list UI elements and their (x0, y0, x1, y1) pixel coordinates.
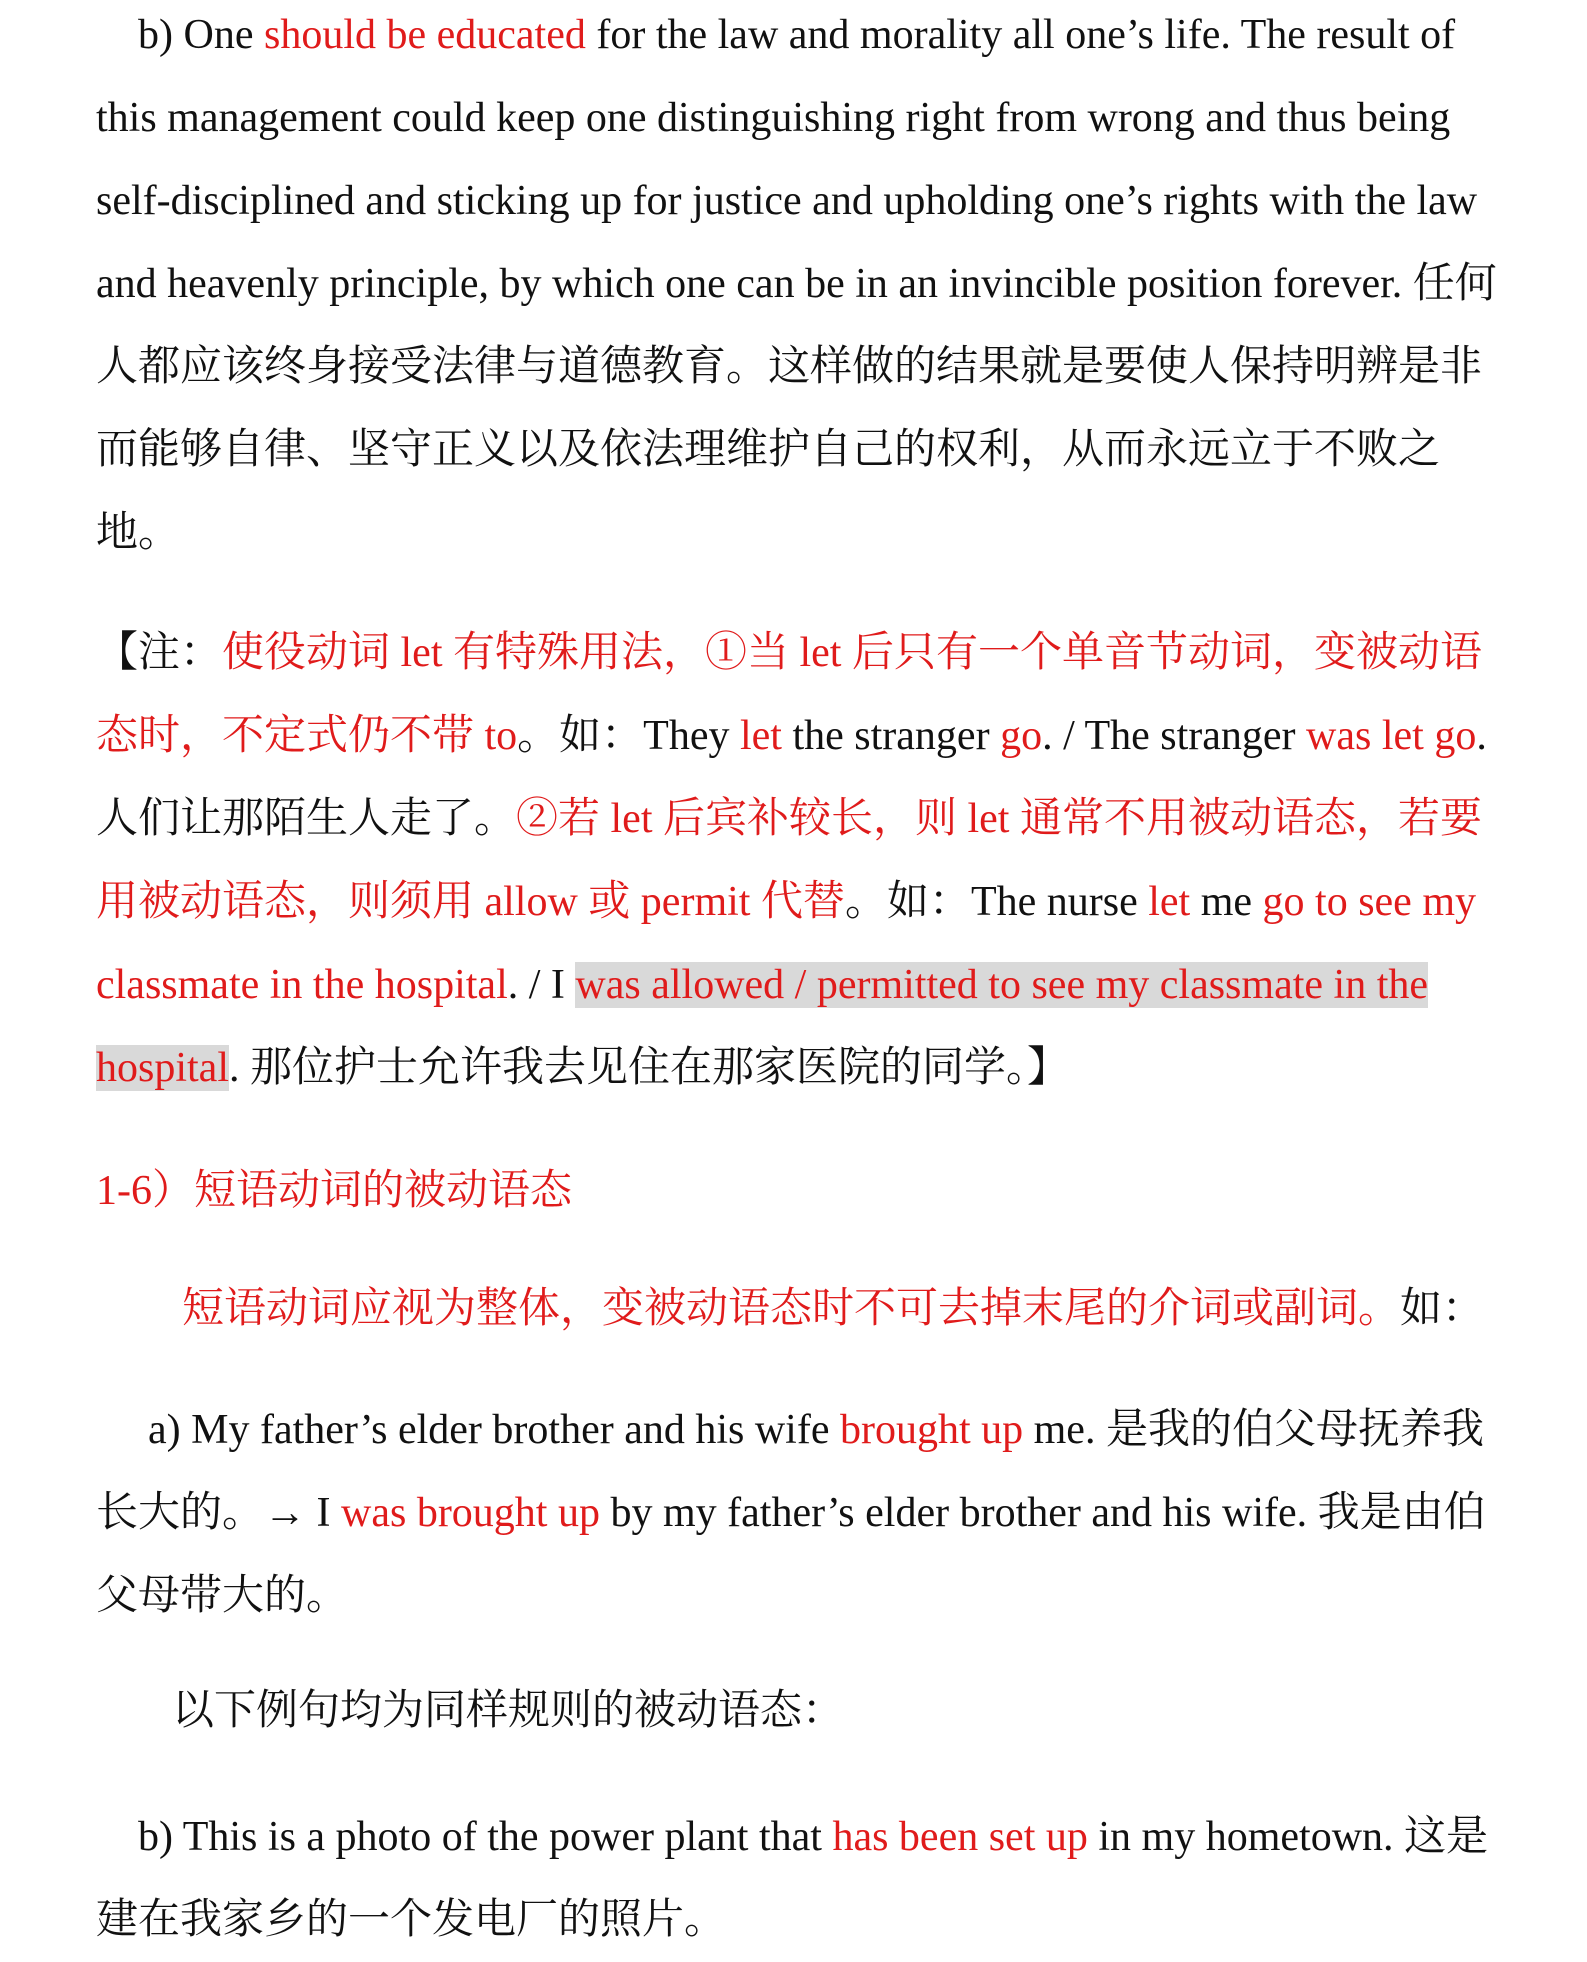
text-run: b) One (138, 12, 264, 58)
text-run: . 人们让那陌生人走了。 (96, 713, 1487, 842)
highlighted-passive-phrase: was let go (1306, 713, 1477, 759)
let-usage-note-paragraph (96, 612, 1506, 1110)
highlighted-word: let (1148, 879, 1191, 925)
text-run: by my father’s elder brother and his wife. 我是由伯父母带大的。 (96, 1490, 1486, 1619)
example-a-brought-up-paragraph (96, 1389, 1506, 1638)
text-run: in my hometown. 这是建在我家乡的一个发电厂的照片。 (96, 1814, 1489, 1943)
highlighted-passive-phrase: was brought up (341, 1490, 600, 1536)
highlighted-phrase: go to see my classmate in the hospital (96, 879, 1476, 1008)
highlighted-passive-phrase: should be educated (263, 12, 586, 58)
highlighted-passive-phrase: has been set up (832, 1814, 1088, 1860)
text-run: . 那位护士允许我去见住在那家医院的同学。】 (229, 1045, 1070, 1091)
highlighted-phrase: brought up (839, 1407, 1024, 1453)
note-rule-one: 使役动词 let 有特殊用法，①当 let 后只有一个单音节动词，变被动语态时，不定式仍不带 to (96, 630, 1482, 759)
example-b-set-up-paragraph (96, 1796, 1506, 1962)
text-run: me. 是我的伯父母抚养我长大的。→ I (96, 1407, 1484, 1536)
text-run: 。如：The nurse (844, 879, 1149, 925)
highlighted-word: let (739, 713, 782, 759)
text-run: . / I (507, 962, 576, 1008)
examples-intro-line: 以下例句均为同样规则的被动语态： (172, 1688, 845, 1734)
rule-text: 短语动词应视为整体，变被动语态时不可去掉末尾的介词或副词。 (182, 1286, 1401, 1332)
text-run: b) This is a photo of the power plant that (138, 1814, 833, 1860)
text-run: me (1190, 879, 1263, 925)
section-heading-1-6: 1-6）短语动词的被动语态 (96, 1168, 572, 1214)
phrasal-verb-rule-paragraph (96, 1268, 1506, 1351)
note-open-bracket: 【注： (96, 630, 223, 676)
example-b-educated-paragraph (96, 0, 1506, 575)
text-run: the stranger (781, 713, 1001, 759)
shaded-passive-phrase: was allowed / permitted to see my classmate in the hospital (96, 962, 1428, 1091)
text-run: 如： (1400, 1286, 1485, 1332)
text-run: 。如：They (517, 713, 740, 759)
note-rule-two: ②若 let 后宾补较长，则 let 通常不用被动语态，若要用被动语态，则须用 allow 或 permit 代替 (96, 796, 1482, 925)
highlighted-word: go (1000, 713, 1043, 759)
text-run: for the law and morality all one’s life. The result of this management could keep one distinguishing right from wrong and thus being self-disciplined and sticking up for justice and upholding one’s rights with the law and heavenly principle, by which one can be in an invincible position forever. 任何人都应该终身接受法律与道德教育。这样做的结果就是要使人保持明辨是非而能够自律、坚守正义以及依法理维护自己的权利，从而永远立于不败之地。 (96, 12, 1497, 556)
text-run: . / The stranger (1042, 713, 1307, 759)
text-run: a) My father’s elder brother and his wife (148, 1407, 840, 1453)
